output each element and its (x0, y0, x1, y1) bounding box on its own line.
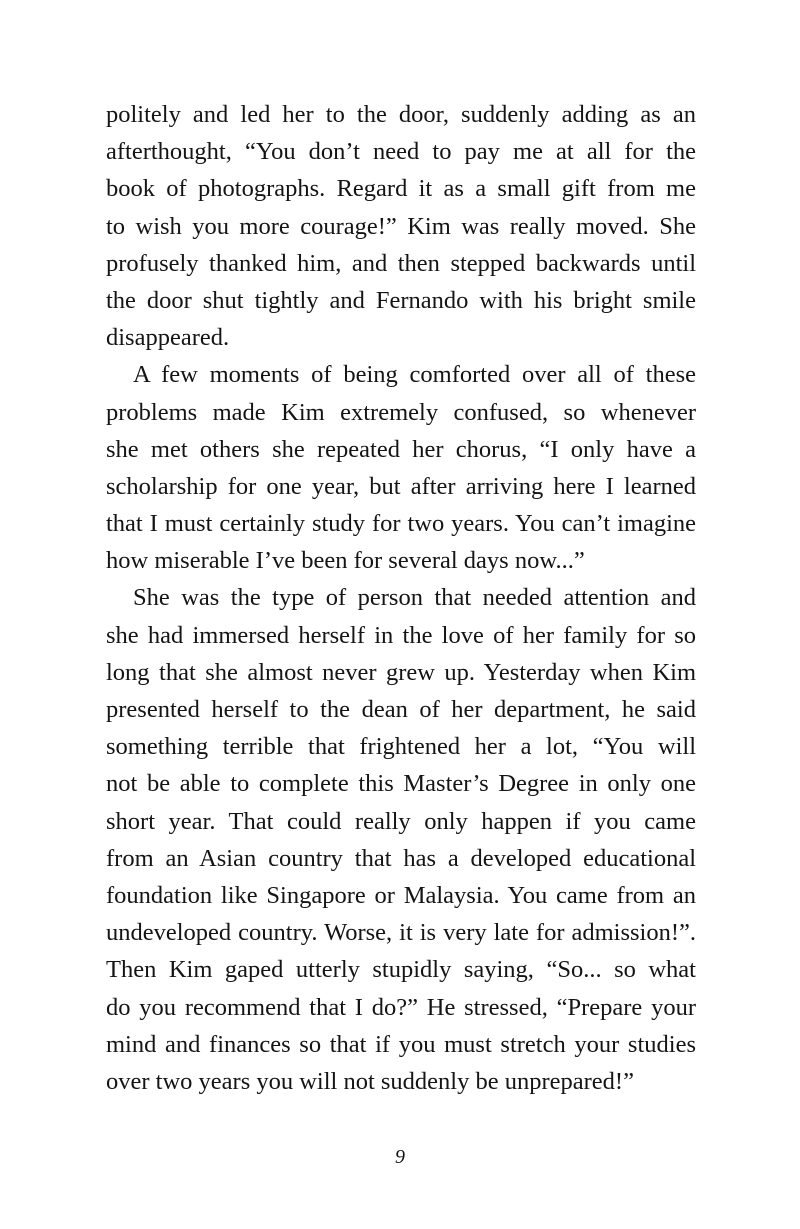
text-line: the door shut tightly and Fernando with his bright smile (106, 286, 696, 314)
text-line: she met others she repeated her chorus, “I only have a (106, 435, 696, 463)
text-line: she had immersed herself in the love of her family for so (106, 621, 696, 649)
paragraph (106, 356, 696, 579)
paragraph (106, 96, 696, 356)
text-line: She was the type of person that needed attention and (133, 584, 696, 612)
text-line: over two years you will not suddenly be unprepared!” (106, 1067, 634, 1095)
text-line: to wish you more courage!” Kim was really moved. She (106, 212, 696, 240)
paragraph (106, 579, 696, 1100)
text-line: Then Kim gaped utterly stupidly saying, “So... so what (106, 956, 696, 984)
text-line: long that she almost never grew up. Yesterday when Kim (106, 658, 696, 686)
text-line: short year. That could really only happen if you came (106, 807, 696, 835)
text-line: politely and led her to the door, suddenly adding as an (106, 101, 696, 128)
text-line: from an Asian country that has a developed educational (106, 844, 696, 872)
text-line: something terrible that frightened her a lot, “You will (106, 733, 696, 761)
text-line: foundation like Singapore or Malaysia. You came from an (106, 881, 696, 909)
page-number: 9 (395, 1146, 405, 1168)
body-text (106, 96, 696, 1100)
text-line: not be able to complete this Master’s Degree in only one (106, 770, 696, 798)
text-line: disappeared. (106, 324, 230, 352)
text-line: presented herself to the dean of her department, he said (106, 696, 696, 723)
text-line: problems made Kim extremely confused, so whenever (106, 398, 696, 426)
text-line: A few moments of being comforted over all of these (133, 361, 696, 389)
text-line: profusely thanked him, and then stepped backwards until (106, 249, 696, 277)
text-line: book of photographs. Regard it as a small gift from me (106, 175, 696, 203)
text-line: undeveloped country. Worse, it is very late for admission!”. (106, 919, 696, 947)
text-line: do you recommend that I do?” He stressed, “Prepare your (106, 993, 696, 1021)
text-line: how miserable I’ve been for several days now...” (106, 547, 585, 575)
text-line: afterthought, “You don’t need to pay me at all for the (106, 138, 696, 166)
text-line: that I must certainly study for two years. You can’t imagine (106, 510, 696, 538)
text-line: scholarship for one year, but after arriving here I learned (106, 472, 696, 500)
text-line: mind and finances so that if you must stretch your studies (106, 1030, 696, 1058)
